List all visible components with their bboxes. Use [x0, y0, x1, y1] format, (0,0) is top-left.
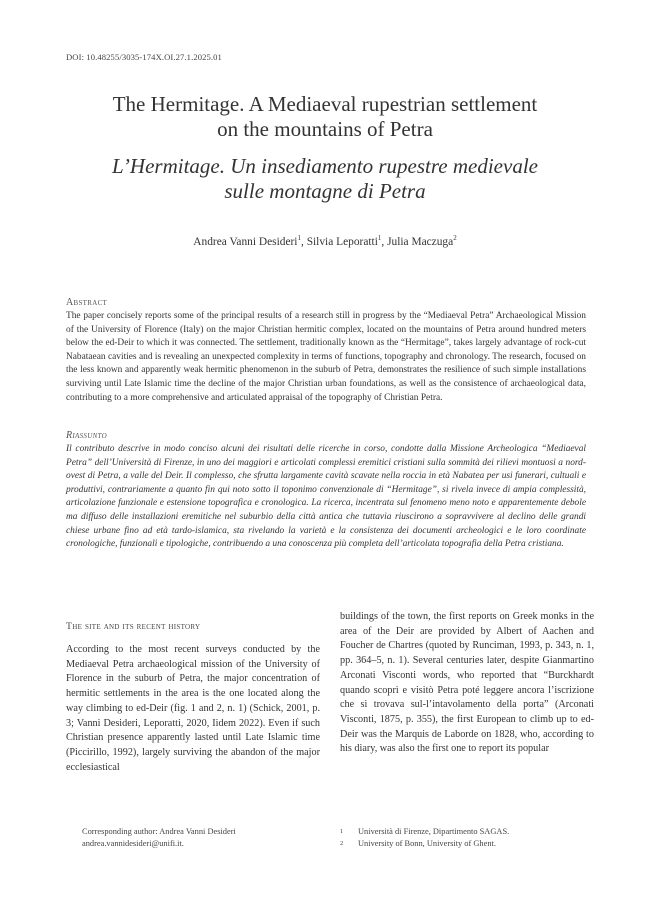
title-english-line-1: The Hermitage. A Mediaeval rupestrian settlement — [112, 92, 538, 116]
riassunto-heading: Riassunto — [66, 430, 107, 441]
affiliation-number: 2 — [340, 840, 344, 847]
abstract-text: The paper concisely reports some of the principal results of a research still in progress by the “Mediaeval Petra” Archaeological Mission of the University of Florence (Italy) on the major Christian hermitic complex, located on the mountains of Petra around hundred meters below the ed-Deir to which it was connected. The settlement, traditionally known as the “Hermitage”, takes largely advantage of rock-cut Nabataean cavities and is revealing an unexpected complexity in terms of functions, topography and chronology. The research, focused on the less known and apparently weak hermitic phenomenon in the suburb of Petra, demonstrates the resilience of such simple installations surviving until Late Islamic time the decline of the major Christian urban foundations, as well as the consistence of archaeological data, contributing to a more comprehensive and articulated appraisal of the topography of Christian Petra. — [66, 311, 586, 403]
corresponding-author-email[interactable]: andrea.vannidesideri@unifi.it. — [82, 839, 184, 848]
author-list — [40, 236, 610, 248]
abstract-heading: Abstract — [66, 297, 108, 308]
affiliation-text: University of Bonn, University of Ghent. — [358, 839, 496, 848]
author-separator: , — [381, 236, 388, 248]
affiliation-note — [340, 838, 509, 850]
affiliation-number: 1 — [340, 828, 344, 835]
body-column-right — [340, 610, 594, 757]
author-name: Julia Maczuga — [387, 236, 454, 248]
affiliation-notes — [340, 826, 509, 850]
author-separator: , — [300, 236, 307, 248]
section-heading: The site and its recent history — [66, 621, 201, 632]
title-english — [40, 92, 610, 142]
author-affiliation-mark: 2 — [453, 234, 457, 243]
body-paragraph: buildings of the town, the first reports on Greek monks in the area of the Deir are provided by Albert of Aachen and Foucher de Chartres (quoted by Runciman, 1993, p. 343, n. 1, pp. 364–5, n. 1). Several centuries later, despite Gianmartino Arconati Visconti words, who reported that “Burckhardt quando scoprì e visitò Petra poté leggere ancora l’iscrizione che si trovava sul-l’intavolamento della porta” (Arconati Visconti, 1875, p. 355), the first European to climb up to ed-Deir was the Marquis de Laborde on 1828, who, according to his diary, was also the first one to report its popular — [340, 611, 594, 755]
author-affiliation-mark: 1 — [377, 234, 382, 243]
title-italian — [40, 154, 610, 204]
title-italian-line-2: sulle montagne di Petra — [224, 179, 426, 203]
author-name: Andrea Vanni Desideri — [193, 236, 298, 248]
title-english-line-2: on the mountains of Petra — [217, 117, 433, 141]
doi-line: DOI: 10.48255/3035-174X.OI.27.1.2025.01 — [66, 52, 222, 62]
corresponding-author-label: Corresponding author: Andrea Vanni Desideri — [82, 827, 236, 836]
author-affiliation-mark: 1 — [297, 234, 301, 243]
corresponding-author-note — [82, 826, 236, 850]
affiliation-text: Università di Firenze, Dipartimento SAGAS. — [358, 827, 510, 836]
affiliation-note — [340, 826, 509, 838]
body-paragraph: According to the most recent surveys conducted by the Mediaeval Petra archaeological mission of the University of Florence in the suburb of Petra, the major concentration of hermitic settlements in the area is the one located along the way climbing to ed-Deir (fig. 1 and 2, n. 1) (Schick, 2001, p. 3; Vanni Desideri, Leporatti, 2020, Iidem 2022). Even if such Christian presence apparently lasted until Late Islamic time (Piccirillo, 1992), largely surviving the abandon of the major ecclesiastical — [66, 644, 320, 773]
body-column-left — [66, 643, 320, 775]
author-name: Silvia Leporatti — [306, 236, 378, 248]
title-italian-line-1: L’Hermitage. Un insediamento rupestre medievale — [112, 154, 538, 178]
riassunto-text: Il contributo descrive in modo conciso alcuni dei risultati delle ricerche in corso, condotte dalla Missione Archeologica “Mediaeval Petra” dell’Università di Firenze, in uno dei maggiori e articolati complessi eremitici cristiani sulla sommità dei rilievi montuosi a nord-ovest di Petra, a valle del Deir. Il complesso, che sfrutta largamente cavità scavate nella roccia in età Nabatea per usi funerari, cultuali e produttivi, contrariamente a quanto fin qui noto sotto il toponimo convenzionale di “Hermitage”, si rivela invece di ampia complessità, articolazione funzionale e estensione topografica e cronologica. La ricerca, incentrata sul fenomeno meno noto e apparentemente debole ma diffuso delle installazioni eremitiche nel suburbio della città antica che tuttavia riuscirono a sopravvivere al declino delle grandi chiese urbane fino ad età tardo-islamica, sta rivelando la varietà e la consistenza dei documenti archeologici e le loro coordinate cronologiche, funzionali e tipologiche, contribuendo a una conoscenza più completa dell’articolata topografia della Petra cristiana. — [66, 444, 586, 550]
